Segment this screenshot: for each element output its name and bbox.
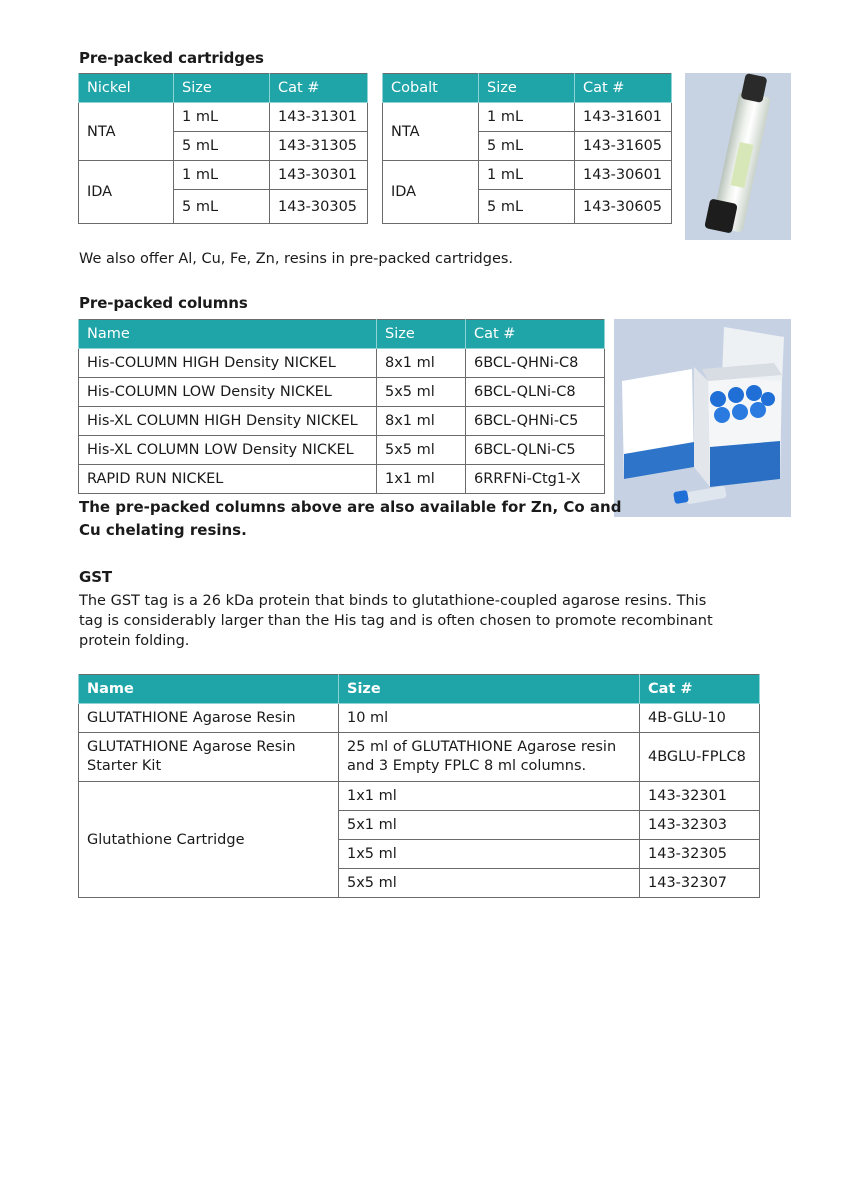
cat-cell: 143-30301: [270, 161, 368, 190]
cat-cell: 6BCL-QLNi-C5: [466, 436, 605, 465]
nickel-cartridge-table: [78, 73, 368, 224]
name-cell: Glutathione Cartridge: [79, 782, 339, 898]
gst-paragraph-line: protein folding.: [79, 633, 190, 649]
cat-cell: 143-30605: [575, 190, 672, 224]
cat-cell: 4B-GLU-10: [640, 704, 760, 733]
size-cell: 5 mL: [174, 190, 270, 224]
columns-heading: Pre-packed columns: [79, 294, 248, 312]
columns-note-line: The pre-packed columns above are also available for Zn, Co and: [79, 498, 622, 516]
cartridges-note: We also offer Al, Cu, Fe, Zn, resins in pre-packed cartridges.: [79, 251, 514, 267]
table-row: [79, 349, 605, 378]
cat-cell: 143-31305: [270, 132, 368, 161]
cat-cell: 143-31601: [575, 103, 672, 132]
resin-cell: NTA: [383, 103, 479, 161]
cat-cell: 6BCL-QLNi-C8: [466, 378, 605, 407]
size-cell: 5 mL: [174, 132, 270, 161]
table-row: [79, 436, 605, 465]
size-cell: 8x1 ml: [377, 349, 466, 378]
size-cell: 1 mL: [174, 103, 270, 132]
columns-table: [78, 319, 605, 494]
gst-paragraph-line: The GST tag is a 26 kDa protein that binds to glutathione-coupled agarose resins. This: [79, 593, 707, 609]
size-cell: 10 ml: [339, 704, 640, 733]
cat-cell: 6BCL-QHNi-C5: [466, 407, 605, 436]
name-cell: His-COLUMN LOW Density NICKEL: [79, 378, 377, 407]
resin-cell: NTA: [79, 103, 174, 161]
size-line: 25 ml of GLUTATHIONE Agarose resin: [347, 739, 617, 755]
header-cell: Cat #: [466, 320, 605, 349]
header-cell: Cat #: [270, 74, 368, 103]
gst-paragraph: [79, 591, 713, 651]
cat-cell: 6RRFNi-Ctg1-X: [466, 465, 605, 494]
name-cell: His-COLUMN HIGH Density NICKEL: [79, 349, 377, 378]
table-row: [383, 161, 672, 190]
cat-cell: 6BCL-QHNi-C8: [466, 349, 605, 378]
table-row: [79, 465, 605, 494]
header-cell: Cobalt: [383, 74, 479, 103]
size-cell: 1x1 ml: [339, 782, 640, 811]
cat-cell: 143-30305: [270, 190, 368, 224]
size-cell: 1x1 ml: [377, 465, 466, 494]
size-cell: 5 mL: [479, 190, 575, 224]
name-line: Starter Kit: [87, 758, 162, 774]
cat-cell: 143-31301: [270, 103, 368, 132]
size-cell: 5 mL: [479, 132, 575, 161]
size-cell: 5x1 ml: [339, 811, 640, 840]
table-row: [79, 103, 368, 132]
size-cell: [339, 733, 640, 782]
header-cell: Size: [479, 74, 575, 103]
size-cell: 1 mL: [174, 161, 270, 190]
cartridges-heading: Pre-packed cartridges: [79, 49, 264, 67]
size-cell: 8x1 ml: [377, 407, 466, 436]
size-cell: 1 mL: [479, 161, 575, 190]
name-cell: His-XL COLUMN LOW Density NICKEL: [79, 436, 377, 465]
name-cell: [79, 733, 339, 782]
size-cell: 5x5 ml: [377, 378, 466, 407]
cat-cell: 143-32305: [640, 840, 760, 869]
resin-cell: IDA: [383, 161, 479, 224]
columns-note-line: Cu chelating resins.: [79, 521, 247, 539]
resin-cell: IDA: [79, 161, 174, 224]
size-line: and 3 Empty FPLC 8 ml columns.: [347, 758, 587, 774]
table-row: [79, 733, 760, 782]
gst-table: [78, 674, 760, 898]
columns-note: [79, 496, 621, 542]
cartridge-photo: [685, 73, 791, 240]
cat-cell: 143-32301: [640, 782, 760, 811]
name-cell: His-XL COLUMN HIGH Density NICKEL: [79, 407, 377, 436]
columns-photo: [614, 319, 791, 517]
gst-heading: GST: [79, 568, 113, 586]
header-cell: Cat #: [575, 74, 672, 103]
table-row: [79, 407, 605, 436]
table-row: [383, 103, 672, 132]
header-cell: Size: [174, 74, 270, 103]
header-cell: Name: [79, 675, 339, 704]
header-cell: Cat #: [640, 675, 760, 704]
cat-cell: 4BGLU-FPLC8: [640, 733, 760, 782]
cobalt-cartridge-table: [382, 73, 672, 224]
header-cell: Name: [79, 320, 377, 349]
size-cell: 5x5 ml: [377, 436, 466, 465]
header-cell: Size: [339, 675, 640, 704]
size-cell: 5x5 ml: [339, 869, 640, 898]
cat-cell: 143-31605: [575, 132, 672, 161]
name-cell: RAPID RUN NICKEL: [79, 465, 377, 494]
header-cell: Size: [377, 320, 466, 349]
name-line: GLUTATHIONE Agarose Resin: [87, 739, 296, 755]
table-row: [79, 782, 760, 811]
gst-paragraph-line: tag is considerably larger than the His tag and is often chosen to promote recombinant: [79, 613, 713, 629]
cat-cell: 143-32303: [640, 811, 760, 840]
table-row: [79, 704, 760, 733]
name-cell: GLUTATHIONE Agarose Resin: [79, 704, 339, 733]
cat-cell: 143-30601: [575, 161, 672, 190]
table-row: [79, 161, 368, 190]
size-cell: 1x5 ml: [339, 840, 640, 869]
cat-cell: 143-32307: [640, 869, 760, 898]
table-row: [79, 378, 605, 407]
header-cell: Nickel: [79, 74, 174, 103]
size-cell: 1 mL: [479, 103, 575, 132]
